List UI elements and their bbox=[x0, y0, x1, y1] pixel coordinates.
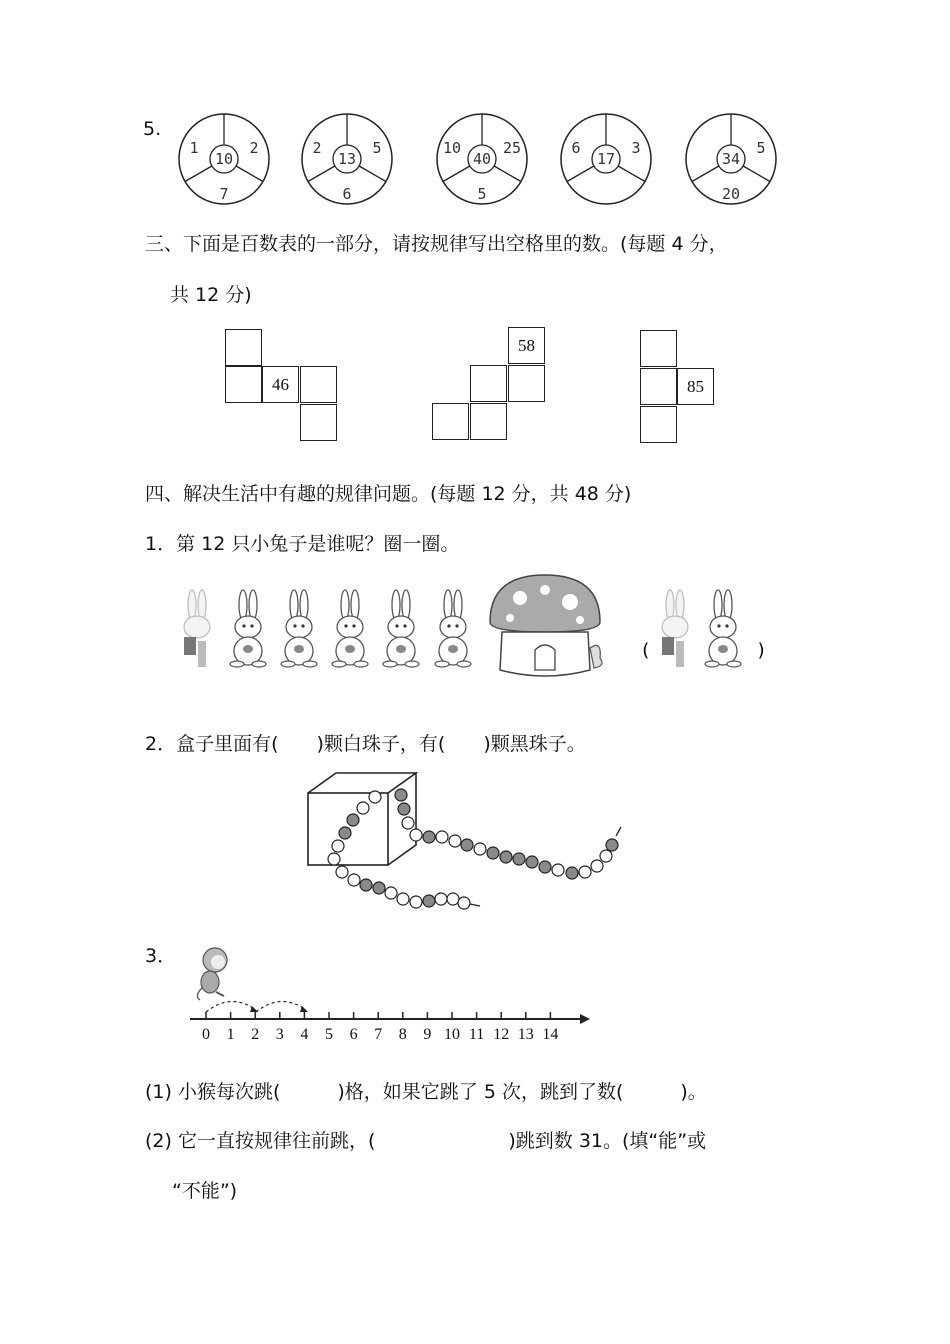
black-bead bbox=[373, 882, 385, 894]
wheel-center-value: 40 bbox=[472, 150, 492, 168]
wheel-bottom-value: 20 bbox=[721, 185, 741, 203]
number-line bbox=[180, 940, 600, 1045]
white-bead bbox=[435, 893, 447, 905]
answer-paren-close: ) bbox=[756, 640, 767, 661]
number-wheel bbox=[179, 114, 269, 204]
grid-cell-empty bbox=[640, 406, 677, 443]
q3-sub2: (2) 它一直按规律往前跳，( )跳到数 31。(填“能”或 bbox=[145, 1130, 707, 1152]
black-bead bbox=[487, 847, 499, 859]
q5-wheels bbox=[0, 0, 950, 220]
wheel-center-value: 13 bbox=[337, 150, 357, 168]
white-bead bbox=[369, 791, 381, 803]
grid-cell-empty bbox=[640, 330, 677, 367]
tick-label: 8 bbox=[398, 1026, 407, 1043]
white-bead bbox=[357, 802, 369, 814]
bead-box bbox=[300, 765, 640, 915]
white-bead bbox=[336, 866, 348, 878]
grid-cell-empty bbox=[508, 365, 545, 402]
black-bead bbox=[500, 851, 512, 863]
tick-label: 3 bbox=[275, 1026, 284, 1043]
tick-label: 4 bbox=[300, 1026, 309, 1043]
black-bead bbox=[513, 853, 525, 865]
black-bead bbox=[360, 879, 372, 891]
grid-cell-empty bbox=[300, 404, 337, 441]
wheel-left-value: 2 bbox=[312, 139, 322, 157]
grid-cell-empty bbox=[300, 366, 337, 403]
rabbit-icon bbox=[230, 590, 266, 667]
grid-cell-empty bbox=[225, 329, 262, 366]
wheel-right-value: 5 bbox=[756, 139, 766, 157]
white-bead bbox=[385, 887, 397, 899]
section4-title: 四、解决生活中有趣的规律问题。(每题 12 分，共 48 分) bbox=[145, 483, 632, 505]
white-bead bbox=[447, 893, 459, 905]
q3-sub1: (1) 小猴每次跳( )格，如果它跳了 5 次，跳到了数( )。 bbox=[145, 1081, 707, 1103]
grid-cell-given: 46 bbox=[262, 366, 299, 403]
white-bead bbox=[402, 817, 414, 829]
white-bead bbox=[474, 843, 486, 855]
tick-label: 11 bbox=[468, 1026, 485, 1043]
tick-label: 13 bbox=[517, 1026, 534, 1043]
answer-paren-open: ( bbox=[640, 640, 651, 661]
black-bead bbox=[423, 895, 435, 907]
string-end bbox=[470, 904, 480, 906]
wheel-left-value: 10 bbox=[442, 139, 462, 157]
white-bead bbox=[458, 897, 470, 909]
grid-cell-empty bbox=[225, 366, 262, 403]
white-bead bbox=[436, 831, 448, 843]
number-wheel bbox=[561, 114, 651, 204]
tick-label: 7 bbox=[374, 1026, 383, 1043]
q3-label: 3． bbox=[145, 945, 177, 967]
white-bead bbox=[600, 850, 612, 862]
tick-label: 5 bbox=[325, 1026, 333, 1043]
black-bead bbox=[347, 814, 359, 826]
axis-arrow-icon bbox=[580, 1014, 590, 1024]
wheel-bottom-value: 6 bbox=[342, 185, 352, 203]
white-bead bbox=[449, 835, 461, 847]
wheel-right-value: 25 bbox=[502, 139, 522, 157]
black-bead bbox=[339, 827, 351, 839]
black-bead bbox=[461, 839, 473, 851]
number-wheel bbox=[302, 114, 392, 204]
grid-cell-given: 85 bbox=[677, 368, 714, 405]
tick-label: 10 bbox=[444, 1026, 460, 1043]
black-bead bbox=[539, 861, 551, 873]
wheel-center-value: 10 bbox=[214, 150, 234, 168]
rabbit-choice-a[interactable] bbox=[662, 590, 688, 667]
tick-label: 9 bbox=[423, 1026, 432, 1043]
q3-sub2-cont: “不能”) bbox=[172, 1180, 238, 1202]
white-bead bbox=[348, 874, 360, 886]
wheel-center-value: 34 bbox=[721, 150, 741, 168]
wheel-right-value: 2 bbox=[249, 139, 259, 157]
grid-cell-empty bbox=[432, 403, 469, 440]
black-bead bbox=[423, 831, 435, 843]
jump-arc bbox=[206, 1001, 308, 1012]
white-bead bbox=[328, 853, 340, 865]
wheel-bottom-value: 7 bbox=[219, 185, 229, 203]
white-bead bbox=[579, 866, 591, 878]
section3-title-cont: 共 12 分) bbox=[170, 284, 252, 306]
tick-label: 14 bbox=[542, 1026, 559, 1043]
white-bead bbox=[332, 840, 344, 852]
tick-label: 0 bbox=[202, 1026, 210, 1043]
black-bead bbox=[606, 839, 618, 851]
tick-label: 2 bbox=[251, 1026, 260, 1043]
wheel-center-value: 17 bbox=[596, 150, 616, 168]
box-icon bbox=[308, 773, 416, 865]
q1-text: 1．第 12 只小兔子是谁呢？圈一圈。 bbox=[145, 533, 460, 555]
black-bead bbox=[398, 803, 410, 815]
black-bead bbox=[395, 789, 407, 801]
black-bead bbox=[566, 867, 578, 879]
section3-title: 三、下面是百数表的一部分，请按规律写出空格里的数。(每题 4 分， bbox=[145, 233, 728, 255]
grid-cell-empty bbox=[640, 368, 677, 405]
wheel-bottom-value: 5 bbox=[477, 185, 487, 203]
wheel-right-value: 3 bbox=[631, 139, 641, 157]
rabbit-choice-b[interactable] bbox=[705, 590, 741, 667]
white-bead bbox=[591, 860, 603, 872]
tick-label: 1 bbox=[226, 1026, 235, 1043]
mushroom-house-icon bbox=[490, 575, 602, 676]
rabbit-icon bbox=[435, 590, 471, 667]
wheel-left-value: 6 bbox=[571, 139, 581, 157]
rabbit-icon bbox=[184, 590, 210, 667]
rabbit-icon bbox=[383, 590, 419, 667]
q2-text: 2．盒子里面有( )颗白珠子，有( )颗黑珠子。 bbox=[145, 733, 586, 755]
monkey-icon bbox=[197, 948, 227, 1000]
q5-label: 5. bbox=[143, 118, 162, 140]
string-end bbox=[616, 827, 621, 836]
rabbit-sequence bbox=[170, 570, 790, 690]
number-wheel bbox=[686, 114, 776, 204]
white-bead bbox=[410, 896, 422, 908]
wheel-left-value: 1 bbox=[189, 139, 199, 157]
bead-chain bbox=[328, 789, 621, 909]
rabbit-icon bbox=[332, 590, 368, 667]
grid-cell-empty bbox=[470, 365, 507, 402]
grid-cell-empty bbox=[470, 403, 507, 440]
white-bead bbox=[552, 864, 564, 876]
grid-cell-given: 58 bbox=[508, 327, 545, 364]
number-wheel bbox=[437, 114, 527, 204]
white-bead bbox=[397, 893, 409, 905]
tick-label: 12 bbox=[493, 1026, 510, 1043]
rabbit-icon bbox=[281, 590, 317, 667]
white-bead bbox=[410, 829, 422, 841]
tick-label: 6 bbox=[349, 1026, 358, 1043]
black-bead bbox=[526, 856, 538, 868]
wheel-right-value: 5 bbox=[372, 139, 382, 157]
